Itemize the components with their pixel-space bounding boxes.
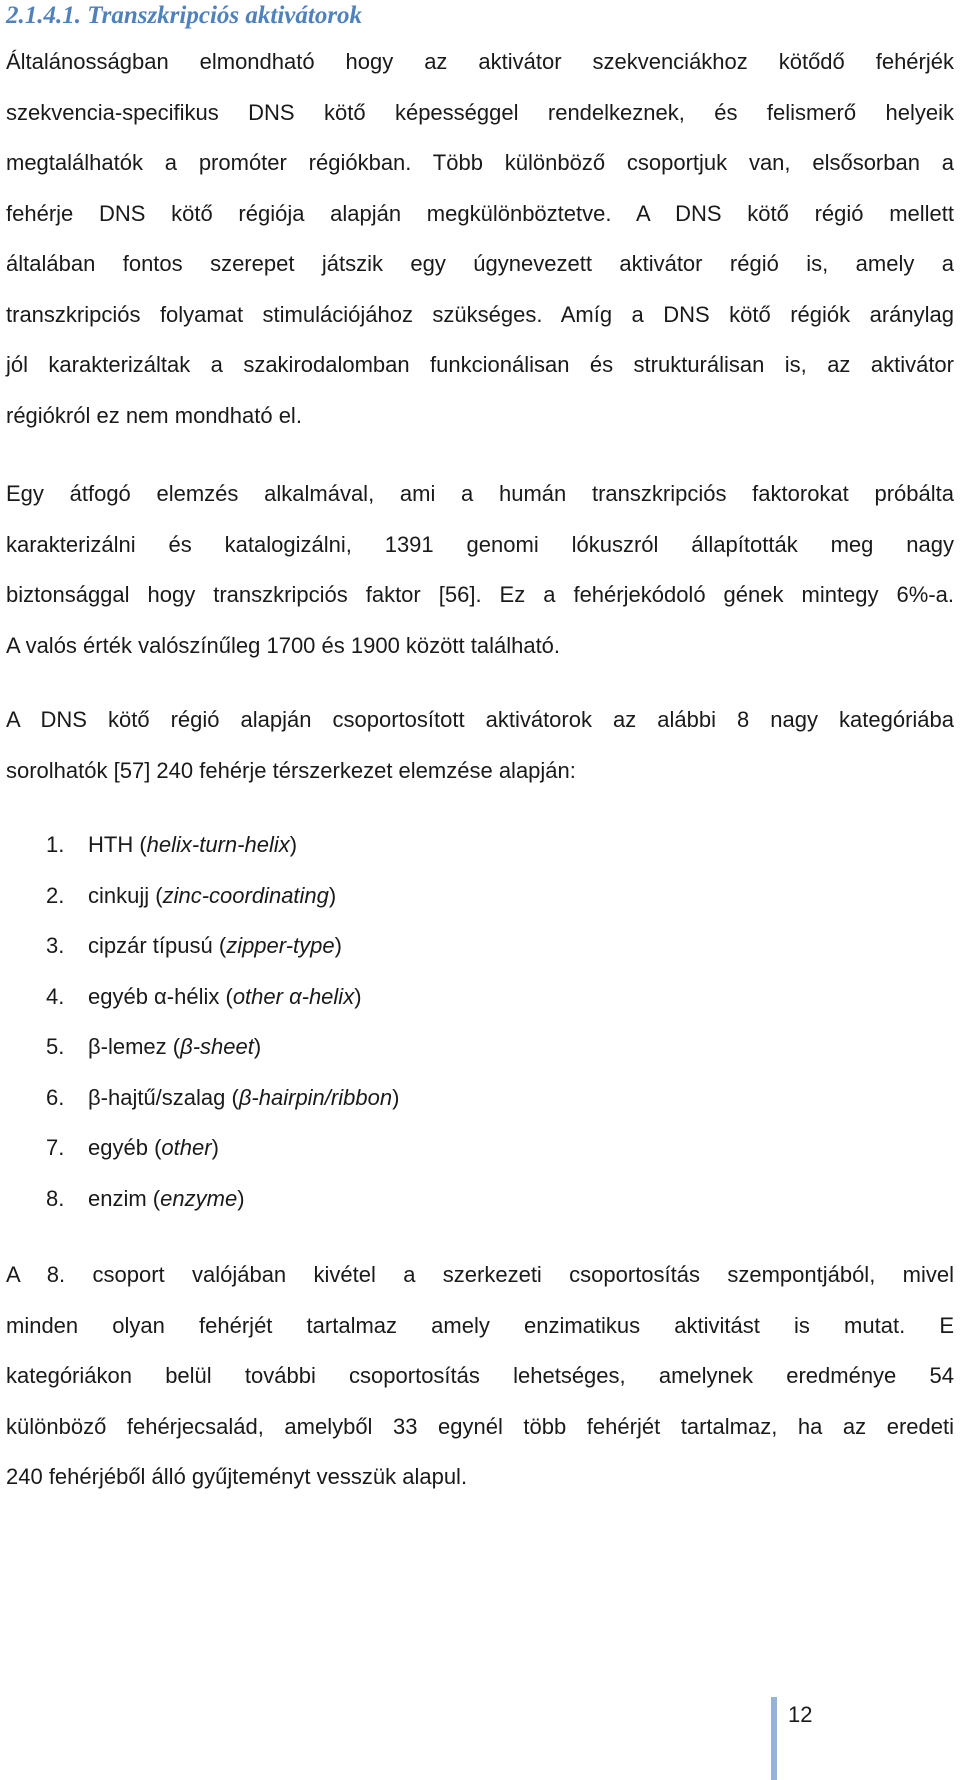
paragraph-line: transzkripciós folyamat stimulációjához szükséges. Amíg a DNS kötő régiók aránylag xyxy=(6,301,954,327)
category-english: helix-turn-helix xyxy=(146,832,290,857)
paragraph-line: különböző fehérjecsalád, amelyből 33 egynél több fehérjét tartalmaz, ha az eredeti xyxy=(6,1413,954,1439)
footer-accent-bar xyxy=(771,1697,777,1780)
category-name: enzim xyxy=(88,1185,147,1211)
paragraph-line: fehérje DNS kötő régiója alapján megkülönböztetve. A DNS kötő régió mellett xyxy=(6,200,954,226)
paragraph-line: Általánosságban elmondható hogy az aktivátor szekvenciákhoz kötődő fehérjék xyxy=(6,49,954,74)
list-item: 1. HTH (helix-turn-helix) xyxy=(46,820,399,871)
list-item: 3. cipzár típusú (zipper-type) xyxy=(46,921,399,972)
paragraph-intro xyxy=(6,37,954,441)
list-number: 3. xyxy=(46,933,65,958)
category-english: zinc-coordinating xyxy=(162,882,329,908)
list-number: 1. xyxy=(46,832,65,857)
category-english: zipper-type xyxy=(226,933,335,958)
paragraph-line: Egy átfogó elemzés alkalmával, ami a humán transzkripciós faktorokat próbálta xyxy=(6,481,954,506)
list-number: 7. xyxy=(46,1135,65,1160)
list-item: 4. egyéb α-hélix (other α-helix) xyxy=(46,972,399,1023)
list-item: 5. β-lemez (β-sheet) xyxy=(46,1022,399,1073)
paragraph-categories-intro xyxy=(6,695,954,796)
paragraph-line: kategóriákon belül további csoportosítás lehetséges, amelynek eredménye 54 xyxy=(6,1363,954,1388)
paragraph-line: biztonsággal hogy transzkripciós faktor [56]. Ez a fehérjekódoló gének mintegy 6%-a. xyxy=(6,582,954,607)
list-item: 8. enzim (enzyme) xyxy=(46,1174,399,1225)
page-number: 12 xyxy=(788,1702,813,1727)
list-item: 7. egyéb (other) xyxy=(46,1123,399,1174)
list-item: 6. β-hajtű/szalag (β-hairpin/ribbon) xyxy=(46,1073,399,1124)
paragraph-line: jól karakterizáltak a szakirodalomban funkcionálisan és strukturálisan is, az aktivátor xyxy=(6,352,954,377)
paragraph-line: szekvencia-specifikus DNS kötő képességgel rendelkeznek, és felismerő helyeik xyxy=(6,99,954,125)
list-item: 2. cinkujj (zinc-coordinating) xyxy=(46,871,399,922)
paragraph-line: karakterizálni és katalogizálni, 1391 genomi lókuszról állapították meg nagy xyxy=(6,531,954,557)
list-number: 8. xyxy=(46,1185,65,1211)
category-name: β-hajtű/szalag xyxy=(88,1084,226,1110)
paragraph-line: minden olyan fehérjét tartalmaz amely enzimatikus aktivitást is mutat. E xyxy=(6,1312,954,1338)
category-name: cipzár típusú xyxy=(88,933,213,958)
paragraph-line: A valós érték valószínűleg 1700 és 1900 között található. xyxy=(6,632,561,658)
category-name: HTH xyxy=(88,832,134,857)
category-english: other α-helix xyxy=(232,983,355,1009)
list-number: 2. xyxy=(46,882,65,908)
category-english: other xyxy=(161,1135,212,1160)
category-name: egyéb xyxy=(88,1135,148,1160)
category-english: β-hairpin/ribbon xyxy=(238,1084,393,1110)
paragraph-line: sorolhatók [57] 240 fehérje térszerkezet elemzése alapján: xyxy=(6,757,576,783)
paragraph-line: megtalálhatók a promóter régiókban. Több különböző csoportjuk van, elsősorban a xyxy=(6,150,954,175)
category-english: β-sheet xyxy=(180,1034,254,1059)
paragraph-line: A DNS kötő régió alapján csoportosított aktivátorok az alábbi 8 nagy kategóriába xyxy=(6,707,954,732)
list-number: 5. xyxy=(46,1034,65,1059)
paragraph-enzyme-note xyxy=(6,1250,954,1503)
paragraph-line: 240 fehérjéből álló gyűjteményt vesszük alapul. xyxy=(6,1464,468,1489)
category-name: β-lemez xyxy=(88,1034,167,1059)
list-number: 6. xyxy=(46,1084,65,1110)
category-name: cinkujj xyxy=(88,882,150,908)
category-english: enzyme xyxy=(160,1185,238,1211)
paragraph-line: régiókról ez nem mondható el. xyxy=(6,402,302,428)
section-heading: 2.1.4.1. Transzkripciós aktivátorok xyxy=(6,2,363,29)
paragraph-analysis xyxy=(6,469,954,671)
paragraph-line: A 8. csoport valójában kivétel a szerkezeti csoportosítás szempontjából, mivel xyxy=(6,1262,954,1287)
category-name: egyéb α-hélix xyxy=(88,983,220,1009)
paragraph-line: általában fontos szerepet játszik egy úgynevezett aktivátor régió is, amely a xyxy=(6,251,954,276)
category-list xyxy=(46,820,399,1224)
list-number: 4. xyxy=(46,983,65,1009)
